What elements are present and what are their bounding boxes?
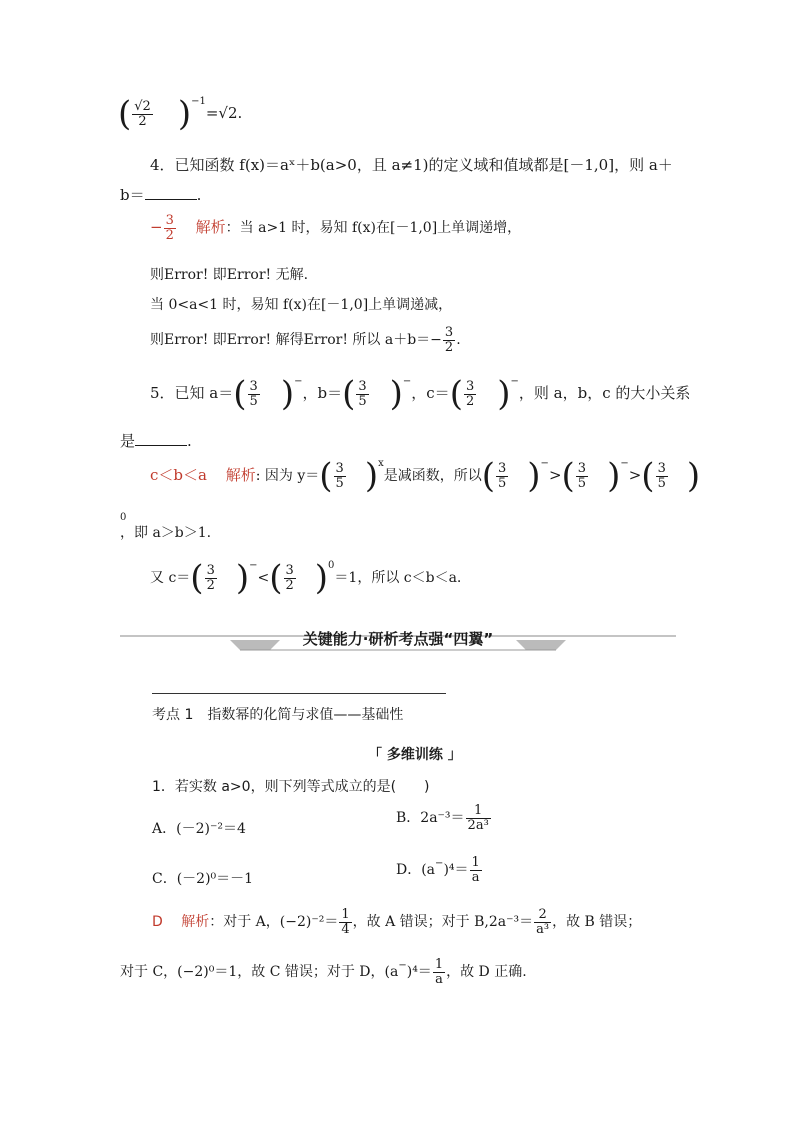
- option-d: D．(a−)⁴＝ $\frac{1}{a}$: [396, 855, 480, 885]
- answer-4-line1: − $\frac{3}{2}$ 解析：当 a>1 时，易知 f(x)在[－1,0]上单调递增，: [150, 213, 522, 243]
- question-5-line2: 是 .: [120, 432, 192, 450]
- banner-title: 关键能力·研析考点强“四翼”: [302, 630, 494, 648]
- answer-4-line3: 当 0<a<1 时，易知 f(x)在[－1,0]上单调递减，: [150, 297, 453, 313]
- answer-blank: [145, 187, 197, 200]
- option-c: C．(－2)⁰＝－1: [152, 871, 254, 887]
- answer-1-line2: 对于 C，(−2)⁰＝1，故 C 错误；对于 D，(a−)⁴＝ $\frac{1}{a}$ ，故 D 正确.: [120, 957, 527, 987]
- section-banner: [120, 628, 676, 658]
- answer-5-line3: 又 c＝( $\frac{3}{2}$ )−<( $\frac{3}{2}$ )$^0$＝1，所以 c＜b＜a.: [150, 558, 462, 598]
- answer-4-line2: 则Error! 即Error! 无解.: [150, 267, 309, 283]
- answer-4-value: − $\frac{3}{2}$: [150, 213, 174, 243]
- analysis-label: 解析: [225, 466, 256, 484]
- analysis-label: 解析: [181, 914, 210, 931]
- option-b: B．2a⁻³＝ $\frac{1}{\text{2a³}}$: [396, 803, 489, 833]
- training-title: 「 多维训练 」: [368, 747, 462, 763]
- analysis-label: 解析: [195, 218, 226, 237]
- answer-4-line4: 则Error! 即Error! 解得Error! 所以 a＋b＝− $\frac{3}{2}$ .: [150, 325, 461, 355]
- answer-5-value: c＜b＜a: [150, 466, 207, 484]
- question-4-line1: 4．已知函数 f(x)＝aˣ＋b(a>0，且 a≠1)的定义域和值域都是[－1,0]，则 a＋: [150, 156, 673, 174]
- answer-5-sup0: 0: [120, 512, 127, 523]
- answer-5-line2: ，即 a＞b＞1.: [120, 525, 212, 541]
- question-4-line2: b＝ .: [120, 186, 202, 204]
- option-a: A．(－2)⁻²＝4: [152, 821, 246, 837]
- section-rule: [152, 693, 446, 694]
- question-1-stem: 1．若实数 a>0，则下列等式成立的是( ): [152, 779, 430, 795]
- section-title: 考点 1 指数幂的化简与求值——基础性: [152, 707, 404, 723]
- answer-1-line1: D 解析：对于 A，(−2)⁻²＝ $\frac{1}{4}$ ，故 A 错误；对于 B,2a⁻³＝ $\frac{2}{\text{a³}}$ ，故 B 错误；: [152, 907, 642, 937]
- answer-1-value: D: [152, 914, 163, 931]
- question-5-line1: 5．已知 a＝( $\frac{3}{5}$ )−，b＝( $\frac{3}{5}$ )−，c＝( $\frac{3}{2}$ )−，则 a，b，c 的大小关系: [150, 374, 691, 414]
- answer-5-line1: c＜b＜a 解析: 因为 y＝( $\frac{3}{5}$ )$^x$是减函数，所以( $\frac{3}{5}$ )−>( $\frac{3}{5}$ )−>( $\frac{3}{5}$ ): [150, 456, 701, 496]
- formula-fragment-top: ( $\frac{√2}{2}$ )$^{-1}$=√2.: [118, 94, 243, 134]
